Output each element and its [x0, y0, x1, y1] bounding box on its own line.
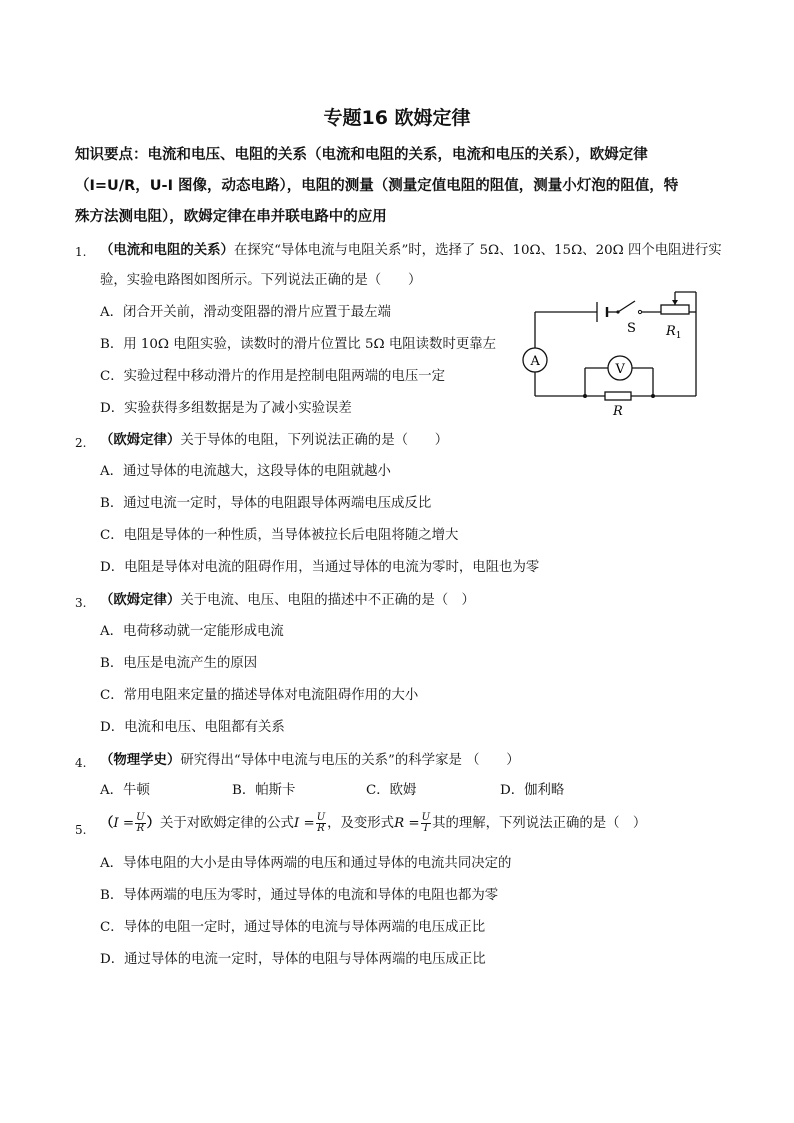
- question-stem-text: 研究得出“导体中电流与电压的关系”的科学家是 （ ）: [180, 753, 520, 768]
- voltmeter-label: V: [615, 362, 625, 377]
- resistor-label: R: [613, 404, 623, 419]
- question-stem-text: 关于导体的电阻，下列说法正确的是（ ）: [180, 433, 449, 448]
- question-stem-text: 其的理解，下列说法正确的是（ ）: [432, 816, 647, 831]
- option-a: A．闭合开关前，滑动变阻器的滑片应置于最左端: [100, 305, 391, 320]
- option-a: A．导体电阻的大小是由导体两端的电压和通过导体的电流共同决定的: [100, 856, 512, 871]
- question-stem-text: 在探究“导体电流与电阻关系”时，选择了 5Ω、10Ω、15Ω、20Ω 四个电阻进行实: [233, 243, 722, 258]
- option-d: D．伽利略: [500, 783, 565, 798]
- formula-fraction: $\frac{U}{I}$: [421, 812, 431, 834]
- formula-open-paren: （: [100, 815, 114, 831]
- option-d: D．通过导体的电流一定时，导体的电阻与导体两端的电压成正比: [100, 952, 486, 967]
- question-tag: （电流和电阻的关系）: [100, 242, 234, 258]
- question-number: 4.: [75, 756, 87, 770]
- question-number: 2.: [75, 436, 87, 450]
- question-stem: [100, 431, 448, 450]
- question-stem: [100, 808, 646, 839]
- question-stem-line-1: [100, 241, 722, 260]
- formula-lhs: R =: [394, 816, 420, 831]
- question-stem: [100, 591, 475, 610]
- option-a: A．通过导体的电流越大，这段导体的电阻就越小: [100, 464, 391, 479]
- key-points-line-1: 知识要点：电流和电压、电阻的关系（电流和电阻的关系，电流和电压的关系），欧姆定律: [75, 147, 648, 163]
- ammeter-label: A: [530, 354, 540, 369]
- option-d: D．电阻是导体对电流的阻碍作用，当通过导体的电流为零时，电阻也为零: [100, 560, 540, 575]
- option-a: A．牛顿: [100, 783, 150, 798]
- option-c: C．导体的电阻一定时，通过导体的电流与导体两端的电压成正比: [100, 920, 486, 935]
- formula-fraction: $\frac{U}{R}$: [136, 812, 145, 834]
- option-c: C．电阻是导体的一种性质，当导体被拉长后电阻将随之增大: [100, 528, 459, 543]
- circuit-diagram: [515, 285, 715, 425]
- option-b: B．导体两端的电压为零时，通过导体的电流和导体的电阻也都为零: [100, 888, 499, 903]
- option-c: C．欧姆: [366, 783, 417, 798]
- page-title: 专题16 欧姆定律: [323, 107, 471, 129]
- option-b: B．电压是电流产生的原因: [100, 656, 258, 671]
- key-points-line-2: （I=U/R，U-I 图像，动态电路），电阻的测量（测量定值电阻的阻值，测量小灯泡的阻值，特: [75, 178, 679, 194]
- option-d: D．电流和电压、电阻都有关系: [100, 720, 285, 735]
- formula-lhs: I =: [293, 816, 315, 831]
- option-b: B．用 10Ω 电阻实验，读数时的滑片位置比 5Ω 电阻读数时更靠左: [100, 337, 497, 352]
- rheostat-symbol: [661, 305, 689, 314]
- resistor-symbol: [605, 392, 631, 400]
- question-stem-line-2: 验，实验电路图如图所示。下列说法正确的是（ ）: [100, 273, 422, 288]
- switch-label: S: [627, 321, 636, 336]
- question-stem-text: 关于电流、电压、电阻的描述中不正确的是（ ）: [180, 593, 475, 608]
- option-b: B．通过电流一定时，导体的电阻跟导体两端电压成反比: [100, 496, 432, 511]
- rheostat-label: $R_1$: [666, 324, 682, 341]
- question-number: 5.: [75, 823, 87, 837]
- question-stem-text: 关于对欧姆定律的公式: [160, 816, 294, 831]
- question-stem-text: ，及变形式: [327, 816, 395, 831]
- question-number: 3.: [75, 596, 87, 610]
- question-number: 1.: [75, 245, 87, 259]
- question-stem: [100, 751, 520, 770]
- option-d: D．实验获得多组数据是为了减小实验误差: [100, 401, 352, 416]
- option-a: A．电荷移动就一定能形成电流: [100, 624, 284, 639]
- formula-lhs: I =: [113, 816, 135, 831]
- formula-fraction: $\frac{U}{R}$: [316, 812, 326, 834]
- option-b: B．帕斯卡: [232, 783, 296, 798]
- option-c: C．常用电阻来定量的描述导体对电流阻碍作用的大小: [100, 688, 419, 703]
- question-tag: （欧姆定律）: [100, 432, 181, 448]
- formula-close-paren: ）: [146, 815, 160, 831]
- question-tag: （物理学史）: [100, 752, 181, 768]
- key-points-line-3: 殊方法测电阻），欧姆定律在串并联电路中的应用: [75, 209, 387, 225]
- question-tag: （欧姆定律）: [100, 592, 181, 608]
- option-c: C．实验过程中移动滑片的作用是控制电阻两端的电压一定: [100, 369, 446, 384]
